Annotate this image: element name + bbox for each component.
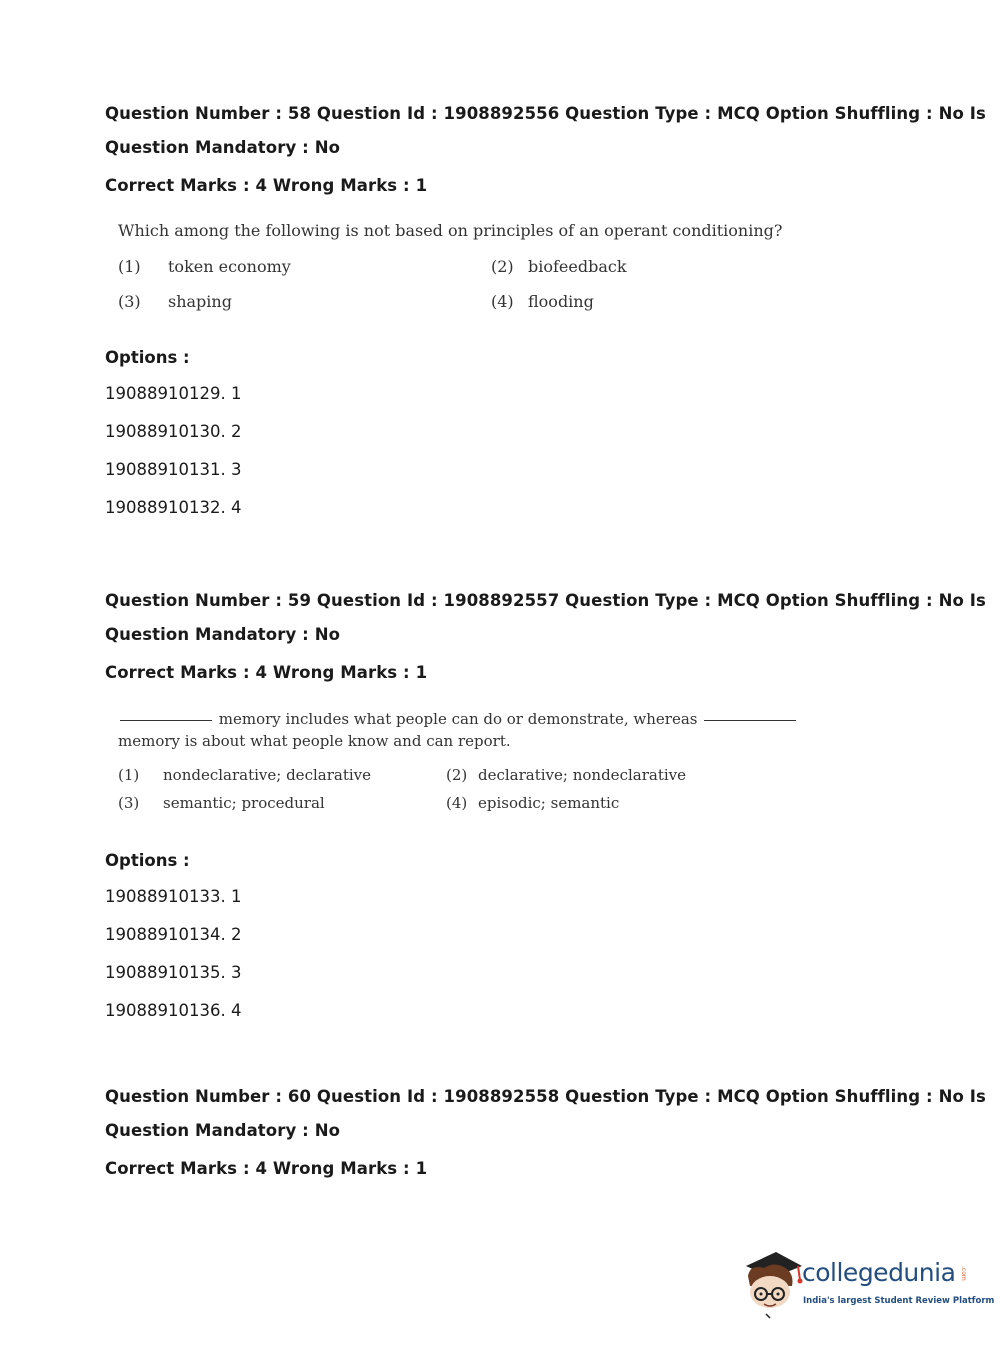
header-line-1: Question Number : 59 Question Id : 1908892557 Question Type : MCQ Option Shuffling : No Is [105, 591, 986, 610]
stem-line-1 [118, 708, 925, 730]
choice-text: biofeedback [528, 257, 627, 276]
stem-part-2: memory is about what people know and can report. [118, 732, 511, 750]
options-list [105, 878, 925, 1030]
logo-tagline: India's largest Student Review Platform [803, 1296, 995, 1306]
choice-text: declarative; nondeclarative [478, 766, 686, 784]
choice-4 [446, 794, 619, 812]
choice-text: token economy [168, 257, 291, 276]
options-list [105, 375, 925, 527]
choice-2 [446, 766, 686, 784]
option-item: 19088910131. 3 [105, 460, 242, 479]
marks-line: Correct Marks : 4 Wrong Marks : 1 [105, 1159, 428, 1178]
header-line-1: Question Number : 58 Question Id : 1908892556 Question Type : MCQ Option Shuffling : No Is [105, 104, 986, 123]
choice-text: flooding [528, 292, 594, 311]
choice-3 [118, 292, 232, 311]
choice-number: (1) [118, 257, 141, 276]
option-item: 19088910136. 4 [105, 1001, 242, 1020]
header-line-1: Question Number : 60 Question Id : 1908892558 Question Type : MCQ Option Shuffling : No Is [105, 1087, 986, 1106]
choice-4 [491, 292, 594, 311]
header-line-2: Question Mandatory : No [105, 625, 341, 644]
marks-line: Correct Marks : 4 Wrong Marks : 1 [105, 176, 428, 195]
choice-number: (2) [491, 257, 514, 276]
option-item: 19088910135. 3 [105, 963, 242, 982]
choice-grid [118, 247, 925, 325]
logo-wordmark: collegedunia [802, 1258, 956, 1287]
choice-1 [118, 766, 371, 784]
choice-2 [491, 257, 627, 276]
choice-text: semantic; procedural [163, 794, 325, 812]
choice-text: nondeclarative; declarative [163, 766, 371, 784]
question-60 [105, 1080, 986, 1186]
collegedunia-logo[interactable] [742, 1246, 995, 1320]
options-title: Options : [105, 851, 190, 870]
question-header [105, 97, 986, 203]
fill-blank [120, 720, 212, 721]
choice-number: (3) [118, 794, 140, 812]
fill-blank [704, 720, 796, 721]
option-item: 19088910132. 4 [105, 498, 242, 517]
choice-text: episodic; semantic [478, 794, 620, 812]
choice-text: shaping [168, 292, 232, 311]
question-stem: Which among the following is not based on principles of an operant conditioning? [118, 221, 783, 240]
choice-number: (3) [118, 292, 141, 311]
choice-grid [118, 752, 925, 820]
header-line-2: Question Mandatory : No [105, 138, 341, 157]
stem-part-1: memory includes what people can do or demonstrate, whereas [218, 710, 698, 728]
choice-number: (4) [446, 794, 468, 812]
question-header [105, 1080, 986, 1186]
header-line-2: Question Mandatory : No [105, 1121, 341, 1140]
option-item: 19088910134. 2 [105, 925, 242, 944]
mascot-icon [742, 1246, 804, 1320]
choice-1 [118, 257, 291, 276]
marks-line: Correct Marks : 4 Wrong Marks : 1 [105, 663, 428, 682]
question-59 [105, 584, 986, 1030]
question-58 [105, 97, 986, 527]
choice-number: (2) [446, 766, 468, 784]
option-item: 19088910129. 1 [105, 384, 242, 403]
choice-number: (4) [491, 292, 514, 311]
options-title: Options : [105, 348, 190, 367]
choice-3 [118, 794, 325, 812]
question-header [105, 584, 986, 690]
logo-suffix: .com [960, 1266, 967, 1281]
choice-number: (1) [118, 766, 140, 784]
option-item: 19088910130. 2 [105, 422, 242, 441]
option-item: 19088910133. 1 [105, 887, 242, 906]
question-stem [118, 708, 925, 752]
